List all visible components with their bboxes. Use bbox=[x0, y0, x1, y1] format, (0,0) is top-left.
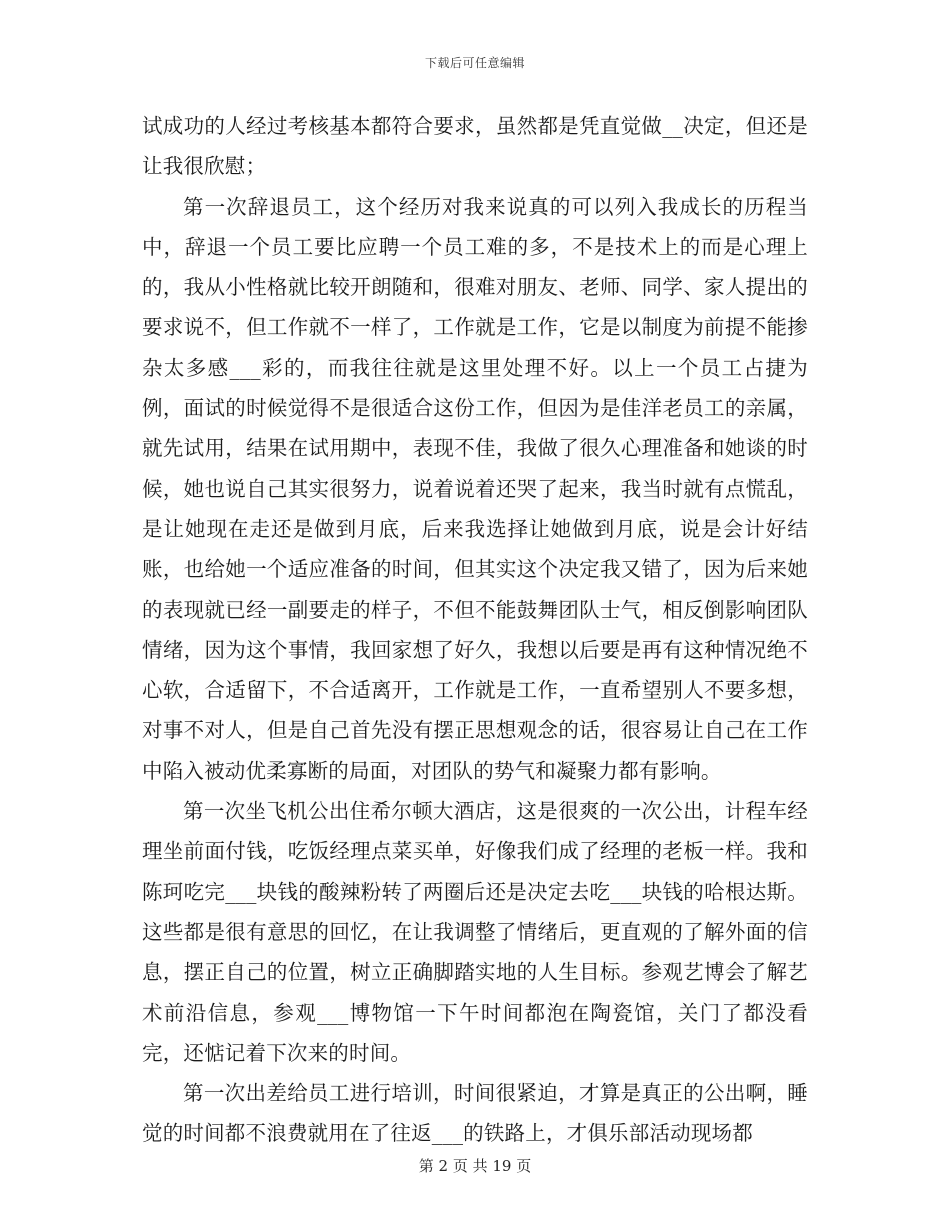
document-body bbox=[142, 106, 808, 1154]
page-header: 下载后可任意编辑 bbox=[424, 56, 525, 70]
paragraph-continuation: 试成功的人经过考核基本都符合要求，虽然都是凭直觉做__决定，但还是让我很欣慰； bbox=[142, 114, 808, 179]
paragraph-flight-trip: 第一次坐飞机公出住希尔顿大酒店，这是很爽的一次公出，计程车经理坐前面付钱，吃饭经理点菜买单，好像我们成了经理的老板一样。我和陈珂吃完___块钱的酸辣粉转了两圈后还是决定去吃___块钱的哈根达斯。这些都是很有意思的回忆，在让我调整了情绪后，更直观的了解外面的信息，摆正自己的位置，树立正确脚踏实地的人生目标。参观艺博会了解艺术前沿信息，参观___博物馆一下午时间都泡在陶瓷馆，关门了都没看完，还惦记着下次来的时间。 bbox=[142, 799, 808, 1065]
paragraph-training-trip: 第一次出差给员工进行培训，时间很紧迫，才算是真正的公出啊，睡觉的时间都不浪费就用在了往返___的铁路上，才俱乐部活动现场都 bbox=[142, 1081, 808, 1146]
paragraph-dismissal: 第一次辞退员工，这个经历对我来说真的可以列入我成长的历程当中，辞退一个员工要比应聘一个员工难的多，不是技术上的而是心理上的，我从小性格就比较开朗随和，很难对朋友、老师、同学、家人提出的要求说不，但工作就不一样了，工作就是工作，它是以制度为前提不能掺杂太多感___彩的，而我往往就是这里处理不好。以上一个员工占捷为例，面试的时候觉得不是很适合这份工作，但因为是佳洋老员工的亲属，就先试用，结果在试用期中，表现不佳，我做了很久心理准备和她谈的时候，她也说自己其实很努力，说着说着还哭了起来，我当时就有点慌乱，是让她现在走还是做到月底，后来我选择让她做到月底，说是会计好结账，也给她一个适应准备的时间，但其实这个决定我又错了，因为后来她的表现就已经一副要走的样子，不但不能鼓舞团队士气，相反倒影响团队情绪，因为这个事情，我回家想了好久，我想以后要是再有这种情况绝不心软，合适留下，不合适离开，工作就是工作，一直希望别人不要多想，对事不对人，但是自己首先没有摆正思想观念的话，很容易让自己在工作中陷入被动优柔寡断的局面，对团队的势气和凝聚力都有影响。 bbox=[142, 194, 808, 783]
page-number: 第 2 页 共 19 页 bbox=[418, 1157, 532, 1175]
